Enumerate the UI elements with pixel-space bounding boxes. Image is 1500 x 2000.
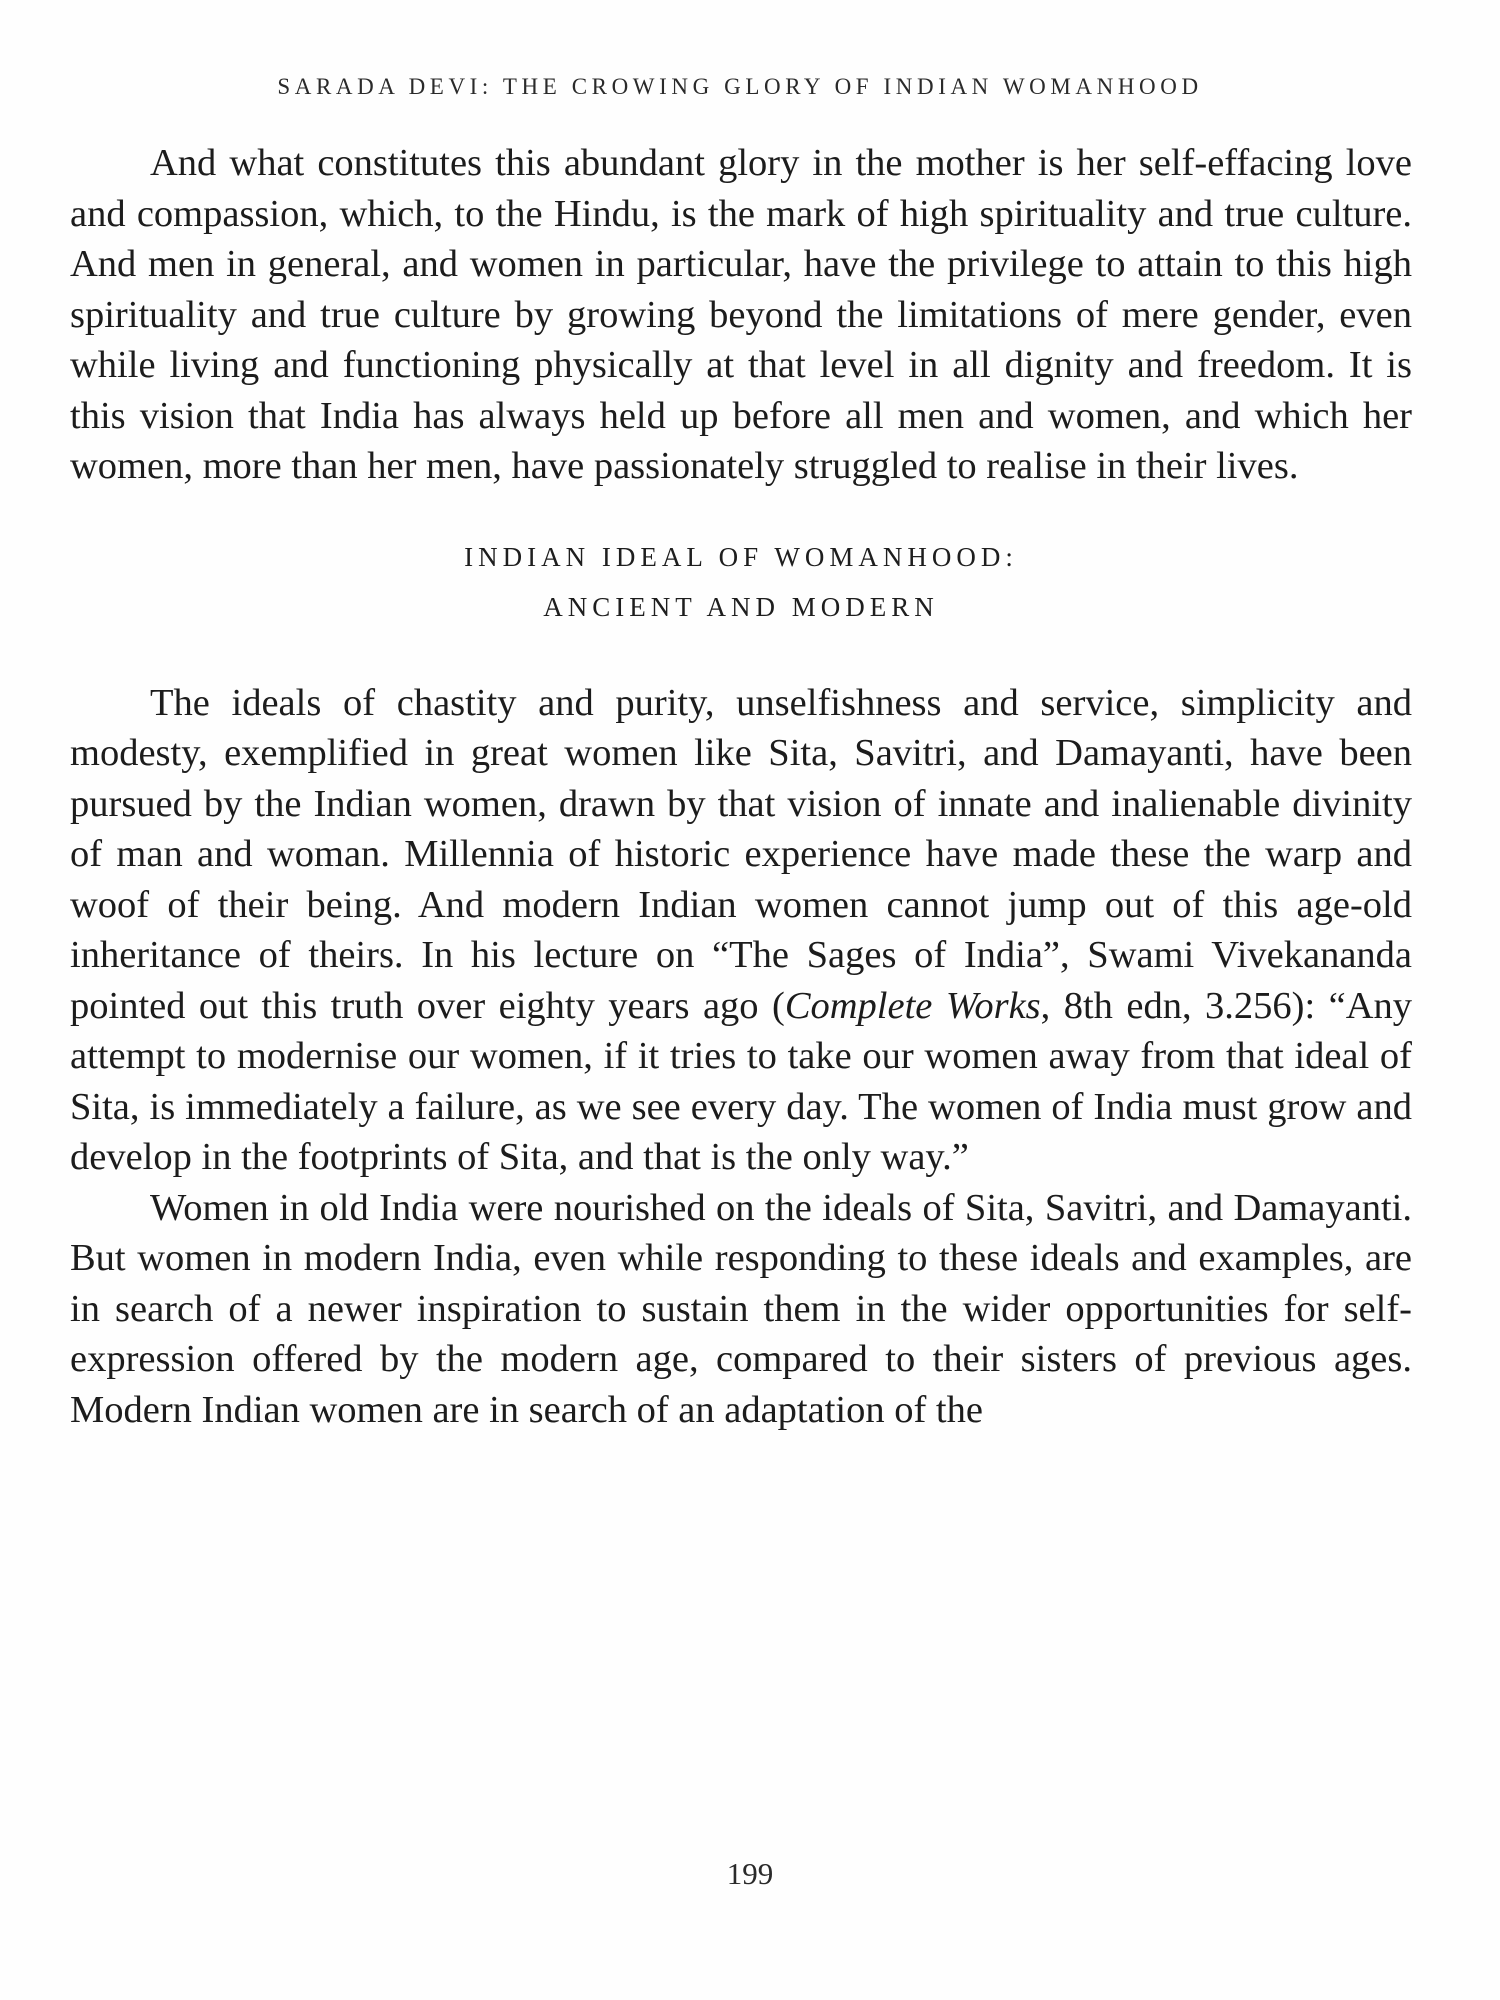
paragraph-2-text-after-citation: , 8th edn, 3.256): “Any attempt to modernise our women, if it tries to take our women away from that ideal of Sita, is immediately a failure, as we see every day. The women of India must grow and develop in the footprints of Sita, and that is the only way.” <box>70 984 1413 1178</box>
paragraph-2 <box>70 678 1412 1183</box>
section-heading <box>70 532 1412 632</box>
paragraph-1: And what constitutes this abundant glory in the mother is her self-effacing love and compassion, which, to the Hindu, is the mark of high spirituality and true culture. And men in general, and women in particular, have the privilege to attain to this high spirituality and true culture by growing beyond the limitations of mere gender, even while living and functioning physically at that level in all dignity and freedom. It is this vision that India has always held up before all men and women, and which her women, more than her men, have passionately struggled to realise in their lives. <box>70 142 1412 487</box>
running-head: SARADA DEVI: THE CROWING GLORY OF INDIAN WOMANHOOD <box>277 74 1203 99</box>
paragraph-3: Women in old India were nourished on the ideals of Sita, Savitri, and Damayanti. But women in modern India, even while responding to these ideals and examples, are in search of a newer inspiration to sustain them in the wider opportunities for self-expression offered by the modern age, compared to their sisters of previous ages. Modern Indian women are in search of an adaptation of the <box>70 1186 1412 1431</box>
section-heading-line-1: INDIAN IDEAL OF WOMANHOOD: <box>464 541 1018 572</box>
section-heading-line-2: ANCIENT AND MODERN <box>543 591 939 622</box>
paragraph-2-text-before-citation: The ideals of chastity and purity, unselfishness and service, simplicity and modesty, exemplified in great women like Sita, Savitri, and Damayanti, have been pursued by the Indian women, drawn by that vision of innate and inalienable divinity of man and woman. Millennia of historic experience have made these the warp and woof of their being. And modern Indian women cannot jump out of this age-old inheritance of theirs. In his lecture on “The Sages of India”, Swami Vivekananda pointed out this truth over eighty years ago ( <box>70 681 1412 1027</box>
body-text <box>70 138 1412 1435</box>
citation-title: Complete Works <box>784 984 1041 1027</box>
page-number: 199 <box>726 1856 774 1891</box>
